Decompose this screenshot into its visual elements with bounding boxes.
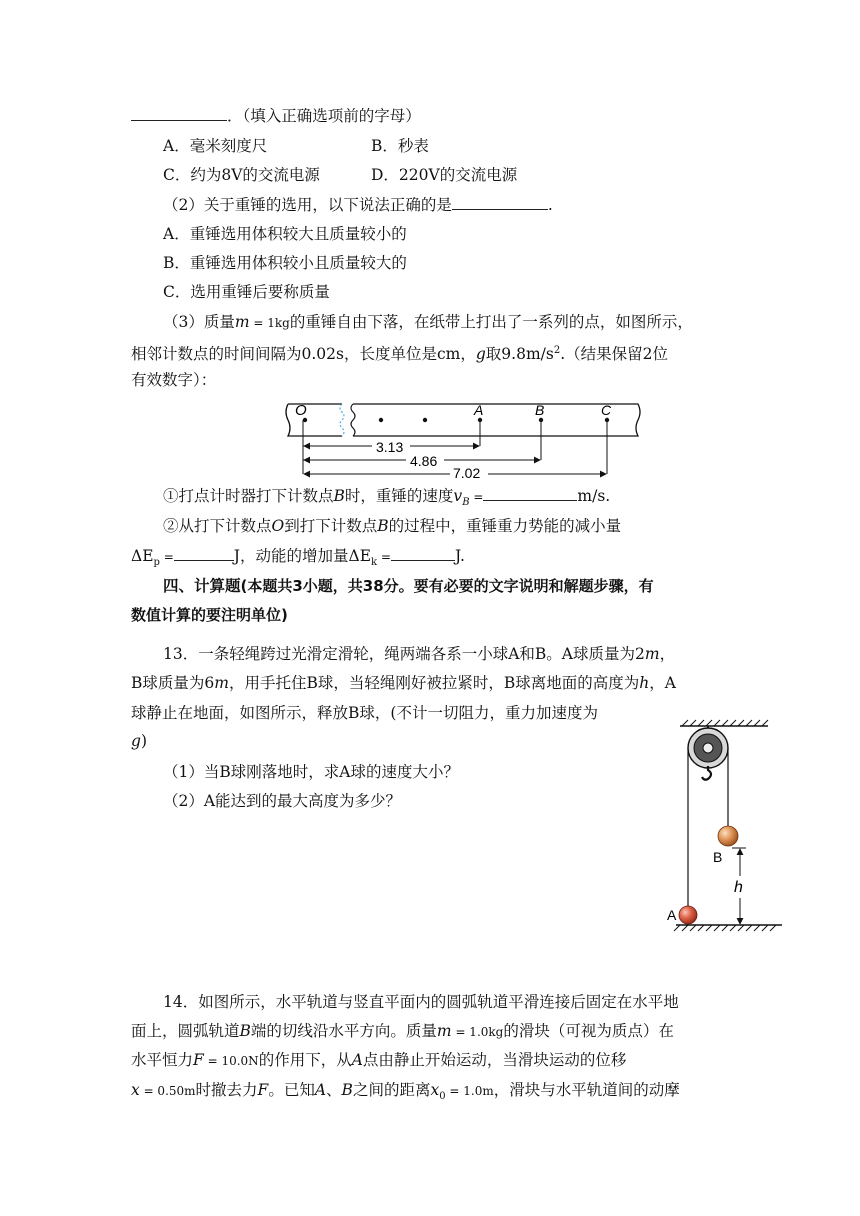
- tape-label-a: A: [474, 402, 484, 418]
- q13-line4: g): [131, 732, 147, 750]
- answer-blank-ek[interactable]: [391, 546, 455, 561]
- pulley-figure: [664, 718, 784, 934]
- q12-part3-line2: 相邻计数点的时间间隔为0.02s，长度单位是cm，g取$9.8m/s^2$.（结果保留2位: [131, 345, 668, 364]
- tape-label-b: B: [535, 402, 545, 418]
- q14-line1: 14．如图所示，水平轨道与竖直平面内的圆弧轨道平滑连接后固定在水平地: [163, 993, 679, 1011]
- section-4-desc-line2: 数值计算的要注明单位): [131, 606, 288, 624]
- tape-label-c: C: [601, 402, 612, 418]
- answer-blank-2[interactable]: [452, 195, 548, 210]
- ball-a-label: A: [667, 907, 677, 923]
- q13-line1: 13．一条轻绳跨过光滑定滑轮，绳两端各系一小球A和B。A球质量为2m，: [163, 645, 676, 663]
- tape-label-o: O: [295, 402, 307, 419]
- option-c: C．约为8V的交流电源: [163, 166, 320, 184]
- q13-line2: B球质量为6m，用手托住B球，当轻绳刚好被拉紧时，B球离地面的高度为h，A: [131, 674, 676, 692]
- tape-distance-ob: 4.86: [410, 453, 438, 469]
- q13-question-1: （1）当B球刚落地时，求A球的速度大小？: [163, 763, 459, 781]
- q12-sub3: $\Delta E_p = J$，动能的增加量$\Delta E_k = J$.: [131, 547, 465, 569]
- q12-sub1: ①打点计时器打下计数点B时，重锤的速度$v_B = m/s$.: [163, 487, 611, 509]
- q14-line4: x = 0.50m时撤去力F。已知A、B之间的距离$x_0 = 1.0m$，滑块与水平轨道间的动摩: [131, 1081, 680, 1103]
- tape-distance-oa: 3.13: [376, 439, 404, 455]
- height-label: h: [734, 879, 743, 896]
- section-4-header: 四、计算题(本题共3小题，共38分。要有必要的文字说明和解题步骤，有: [163, 576, 654, 595]
- option-d: D．220V的交流电源: [371, 166, 518, 184]
- q14-line3: 水平恒力F = 10.0N的作用下，从A点由静止开始运动，当滑块运动的位移: [131, 1051, 627, 1069]
- q12-part2-option-b: B．重锤选用体积较小且质量较大的: [163, 254, 407, 272]
- q12-line1: ．（填入正确选项前的字母）: [131, 106, 421, 126]
- q12-part2-option-c: C．选用重锤后要称质量: [163, 283, 330, 301]
- answer-blank-vb[interactable]: [483, 486, 577, 501]
- paper-tape-figure: [280, 398, 646, 478]
- ball-b-label: B: [713, 849, 723, 865]
- q12-part2: （2）关于重锤的选用，以下说法正确的是 .: [163, 196, 553, 214]
- q13-question-2: （2）A能达到的最大高度为多少？: [163, 792, 402, 810]
- q12-part3-line1: （3）质量m = 1kg的重锤自由下落，在纸带上打出了一系列的点，如图所示，: [163, 313, 693, 331]
- q12-part2-option-a: A．重锤选用体积较大且质量较小的: [163, 225, 407, 243]
- q13-line3: 球静止在地面，如图所示，释放B球，(不计一切阻力，重力加速度为: [131, 704, 598, 722]
- q12-sub2: ②从打下计数点O到打下计数点B的过程中，重锤重力势能的减小量: [163, 517, 622, 535]
- option-b: B．秒表: [371, 137, 429, 155]
- tape-distance-oc: 7.02: [453, 465, 481, 478]
- answer-blank-1[interactable]: [131, 106, 227, 121]
- q12-part3-line3: 有效数字）：: [131, 371, 217, 389]
- section-4-title: 四、计算题: [163, 576, 241, 595]
- answer-blank-ep[interactable]: [174, 546, 234, 561]
- option-a: A．毫米刻度尺: [163, 137, 268, 155]
- q14-line2: 面上，圆弧轨道B端的切线沿水平方向。质量m = 1.0kg的滑块（可视为质点）在: [131, 1022, 674, 1040]
